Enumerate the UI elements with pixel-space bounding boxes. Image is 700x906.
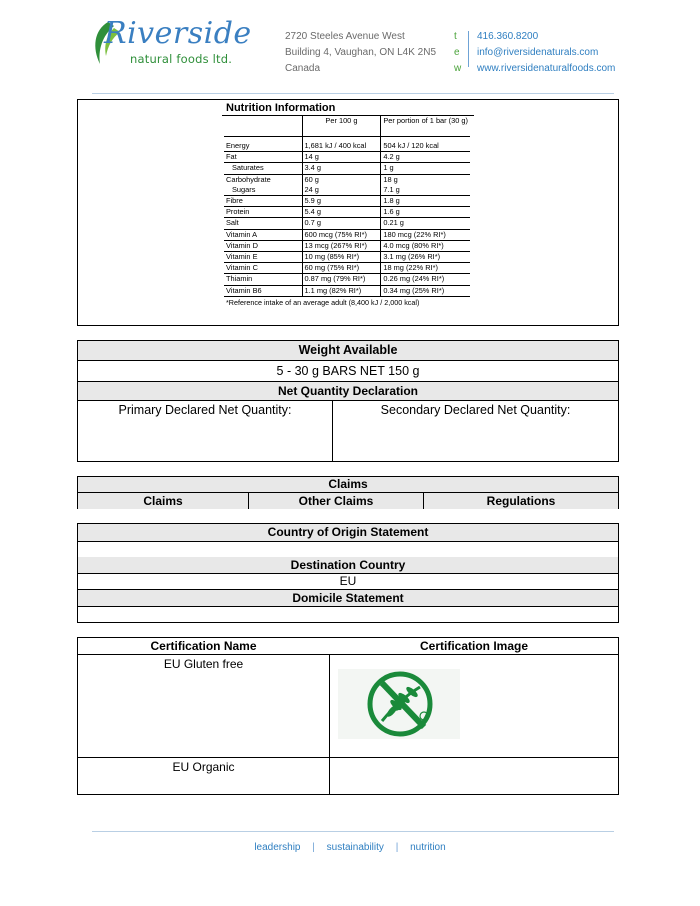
certification-name: EU Gluten free — [163, 657, 244, 671]
nutrient-per100: 5.9 g — [302, 196, 381, 207]
footer — [0, 842, 700, 853]
contact-email-link[interactable]: info@riversidenaturals.com — [477, 47, 599, 58]
footer-divider — [92, 831, 614, 832]
nutrient-portion: 3.1 mg (26% RI*) — [381, 252, 470, 263]
address-line: Building 4, Vaughan, ON L4K 2N5 — [285, 47, 437, 58]
footer-separator: | — [395, 842, 399, 853]
nutrient-name: Fat — [224, 152, 302, 163]
nutrient-name: Saturates — [224, 163, 302, 174]
footer-item-leadership: leadership — [254, 842, 301, 853]
nutrient-per100: 60 g — [302, 174, 381, 185]
nutrient-per100: 10 mg (85% RI*) — [302, 252, 381, 263]
nutrient-name: Protein — [224, 207, 302, 218]
certification-image-header: Certification Image — [419, 639, 529, 653]
nutrient-per100: 14 g — [302, 152, 381, 163]
nutrition-row — [224, 185, 470, 196]
nutrition-row — [224, 196, 470, 207]
claims-col-regulations: Regulations — [486, 494, 556, 508]
nutrient-name: Vitamin A — [224, 229, 302, 240]
contact-key-phone: t — [454, 31, 457, 42]
weight-section — [77, 340, 619, 462]
nutrient-portion: 1 g — [381, 163, 470, 174]
nutrient-name: Vitamin B6 — [224, 285, 302, 296]
nutrition-title: Nutrition Information — [222, 101, 474, 116]
nutrition-row — [224, 207, 470, 218]
nutrient-portion: 0.21 g — [381, 218, 470, 229]
nutrient-per100: 0.87 mg (79% RI*) — [302, 274, 381, 285]
nutrient-per100: 5.4 g — [302, 207, 381, 218]
nutrition-row — [224, 218, 470, 229]
address-line: 2720 Steeles Avenue West — [285, 31, 405, 42]
nutrition-row — [224, 163, 470, 174]
footer-item-nutrition: nutrition — [410, 842, 446, 853]
nutrition-row — [224, 240, 470, 251]
crossed-grain-icon — [338, 669, 460, 739]
nutrition-row — [224, 152, 470, 163]
destination-country-header: Destination Country — [78, 557, 618, 574]
nutrient-portion: 1.6 g — [381, 207, 470, 218]
secondary-net-quantity-label: Secondary Declared Net Quantity: — [380, 403, 571, 417]
nutrient-name: Salt — [224, 218, 302, 229]
claims-col-claims: Claims — [143, 494, 183, 508]
nutrient-per100: 3.4 g — [302, 163, 381, 174]
nutrition-col-per100: Per 100 g — [302, 116, 381, 137]
nutrient-per100: 13 mcg (267% RI*) — [302, 240, 381, 251]
contact-key-web: w — [454, 63, 462, 74]
nutrient-portion: 7.1 g — [381, 185, 470, 196]
nutrient-name: Vitamin C — [224, 263, 302, 274]
domicile-value — [78, 607, 618, 625]
nutrient-per100: 60 mg (75% RI*) — [302, 263, 381, 274]
weight-header: Weight Available — [78, 341, 618, 361]
nutrient-per100: 600 mcg (75% RI*) — [302, 229, 381, 240]
contact-keys — [454, 29, 461, 77]
nutrient-portion: 1.8 g — [381, 196, 470, 207]
net-quantity-header: Net Quantity Declaration — [78, 382, 618, 401]
certification-name-header: Certification Name — [150, 639, 257, 653]
nutrient-per100: 1.1 mg (82% RI*) — [302, 285, 381, 296]
nutrient-portion: 18 g — [381, 174, 470, 185]
nutrient-name: Fibre — [224, 196, 302, 207]
address-line: Canada — [285, 63, 321, 74]
nutrient-per100: 0.7 g — [302, 218, 381, 229]
nutrition-row — [224, 174, 470, 185]
primary-net-quantity-label: Primary Declared Net Quantity: — [118, 403, 292, 417]
nutrient-per100: 1,681 kJ / 400 kcal — [302, 141, 381, 152]
nutrition-row — [224, 252, 470, 263]
contact-website-link[interactable]: www.riversidenaturalfoods.com — [477, 63, 616, 74]
nutrient-name: Energy — [224, 141, 302, 152]
claims-header: Claims — [78, 477, 618, 493]
nutrient-portion: 504 kJ / 120 kcal — [381, 141, 470, 152]
nutrient-portion: 4.0 mcg (80% RI*) — [381, 240, 470, 251]
country-origin-header: Country of Origin Statement — [78, 524, 618, 542]
nutrition-col-portion: Per portion of 1 bar (30 g) — [381, 116, 470, 137]
domicile-header: Domicile Statement — [78, 590, 618, 607]
nutrient-name: Vitamin E — [224, 252, 302, 263]
certification-row — [78, 758, 618, 796]
weight-value: 5 - 30 g BARS NET 150 g — [78, 361, 618, 382]
nutrition-row — [224, 141, 470, 152]
nutrient-portion: 18 mg (22% RI*) — [381, 263, 470, 274]
nutrient-portion: 0.34 mg (25% RI*) — [381, 285, 470, 296]
nutrition-row — [224, 229, 470, 240]
contact-divider — [468, 31, 469, 67]
certification-name: EU Organic — [172, 760, 235, 774]
nutrient-portion: 4.2 g — [381, 152, 470, 163]
contact-values — [477, 29, 615, 77]
nutrient-name: Carbohydrate — [226, 174, 271, 184]
nutrient-name: Sugars — [224, 185, 302, 196]
destination-country-value: EU — [78, 574, 618, 590]
contact-key-email: e — [454, 47, 460, 58]
nutrition-row — [224, 285, 470, 296]
nutrition-table — [222, 101, 474, 307]
country-origin-value — [78, 542, 618, 557]
claims-col-other: Other Claims — [298, 494, 374, 508]
logo-tagline: natural foods ltd. — [130, 52, 233, 66]
nutrient-portion: 0.26 mg (24% RI*) — [381, 274, 470, 285]
origin-section — [77, 523, 619, 623]
logo-name: Riverside — [104, 16, 252, 51]
certification-row — [78, 655, 618, 758]
claims-section — [77, 476, 619, 509]
nutrition-row — [224, 263, 470, 274]
address-block — [285, 29, 436, 77]
nutrient-per100: 24 g — [302, 185, 381, 196]
nutrient-name: Thiamin — [224, 274, 302, 285]
nutrition-footnote: *Reference intake of an average adult (8,400 kJ / 2,000 kcal) — [226, 297, 420, 307]
nutrient-name: Vitamin D — [224, 240, 302, 251]
nutrient-portion: 180 mcg (22% RI*) — [381, 229, 470, 240]
footer-separator: | — [312, 842, 315, 853]
contact-phone: 416.360.8200 — [477, 31, 539, 42]
nutrition-row — [224, 274, 470, 285]
footer-item-sustainability: sustainability — [326, 842, 384, 853]
header-divider — [92, 93, 614, 94]
certification-section — [77, 637, 619, 795]
